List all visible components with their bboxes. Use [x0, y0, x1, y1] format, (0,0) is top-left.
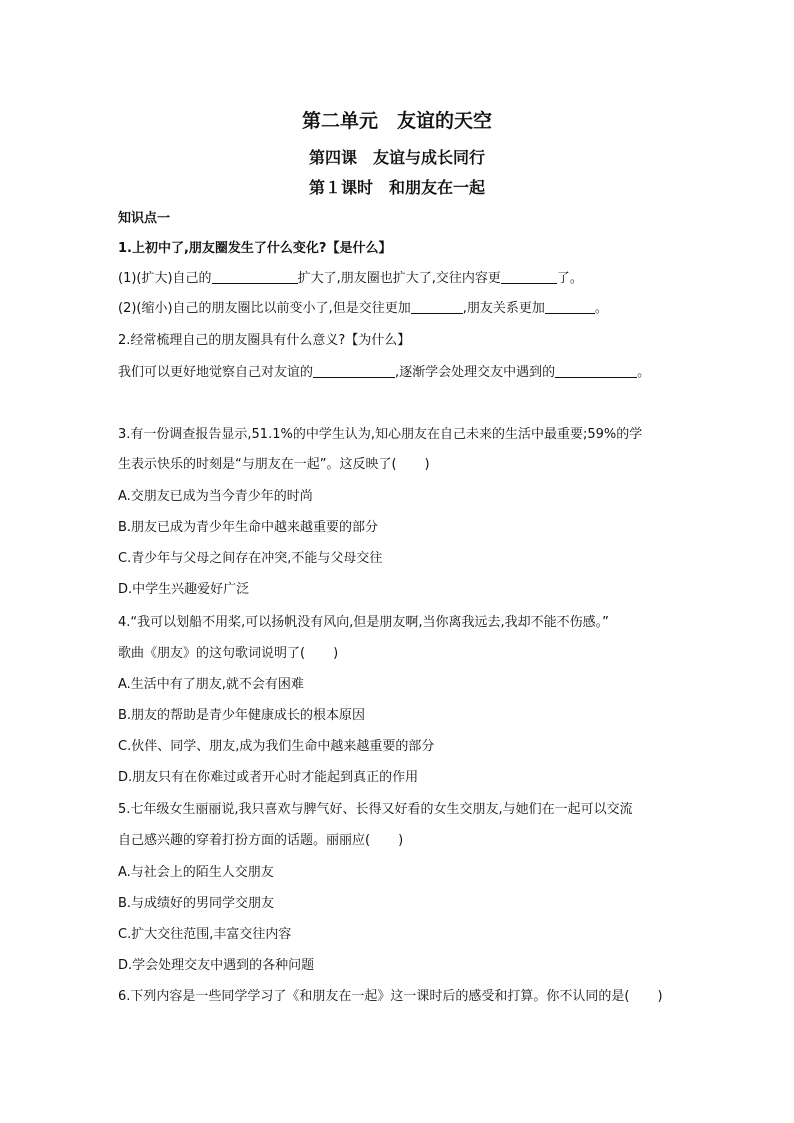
text-segment: (2)(缩小)自己的朋友圈比以前变小了,但是交往更加	[118, 301, 411, 316]
question-3-stem-line-2	[118, 456, 430, 474]
lesson-title: 第四课 友谊与成长同行	[308, 148, 485, 167]
knowledge-heading: 知识点一	[118, 211, 171, 226]
question-1-line-1	[118, 270, 583, 288]
question-4-option-a: A.生活中有了朋友,就不会有困难	[118, 677, 304, 692]
close-paren: )	[333, 646, 339, 661]
question-5-option-c: C.扩大交往范围,丰富交往内容	[118, 927, 292, 942]
question-5-stem-line-1: 5.七年级女生丽丽说,我只喜欢与脾气好、长得又好看的女生交朋友,与她们在一起可以交流	[118, 802, 633, 817]
text-segment: 生表示快乐的时刻是“与朋友在一起”。这反映了(	[118, 457, 397, 472]
text-segment: ,逐渐学会处理交友中遇到的	[395, 365, 556, 380]
fill-blank[interactable]	[313, 364, 395, 378]
question-4-option-c: C.伙伴、同学、朋友,成为我们生命中越来越重要的部分	[118, 739, 435, 754]
fill-blank[interactable]	[501, 270, 557, 284]
question-4-option-b: B.朋友的帮助是青少年健康成长的根本原因	[118, 708, 366, 723]
fill-blank[interactable]	[545, 300, 595, 314]
text-segment: 歌曲《朋友》的这句歌词说明了(	[118, 646, 306, 661]
text-segment: 了。	[556, 271, 583, 286]
question-5-option-a: A.与社会上的陌生人交朋友	[118, 865, 274, 880]
question-3-option-b: B.朋友已成为青少年生命中越来越重要的部分	[118, 520, 379, 535]
question-1-line-2	[118, 300, 608, 318]
fill-blank[interactable]	[411, 300, 463, 314]
text-segment: ,朋友关系更加	[462, 301, 545, 316]
question-3-option-a: A.交朋友已成为当今青少年的时尚	[118, 489, 313, 504]
question-4-option-d: D.朋友只有在你难过或者开心时才能起到真正的作用	[118, 770, 419, 785]
question-1-text: 1.上初中了,朋友圈发生了什么变化?【是什么】	[118, 241, 392, 256]
text-segment: 6.下列内容是一些同学学习了《和朋友在一起》这一课时后的感受和打算。你不认同的是(	[118, 989, 630, 1004]
close-paren: )	[424, 457, 430, 472]
question-4-stem-line-2	[118, 645, 338, 663]
fill-blank[interactable]	[212, 270, 298, 284]
text-segment: 我们可以更好地觉察自己对友谊的	[118, 365, 314, 380]
fill-blank[interactable]	[555, 364, 637, 378]
question-2-text: 2.经常梳理自己的朋友圈具有什么意义?【为什么】	[118, 333, 411, 348]
question-2-line-1	[118, 364, 650, 382]
question-4-stem-line-1: 4.“我可以划船不用桨,可以扬帆没有风向,但是朋友啊,当你离我远去,我却不能不伤感。”	[118, 615, 609, 630]
question-3-option-d: D.中学生兴趣爱好广泛	[118, 582, 250, 597]
question-3-stem-line-1: 3.有一份调查报告显示,51.1%的中学生认为,知心朋友在自己未来的生活中最重要;59%的学	[118, 427, 643, 442]
text-segment: 扩大了,朋友圈也扩大了,交往内容更	[297, 271, 501, 286]
unit-title: 第二单元 友谊的天空	[301, 110, 492, 132]
question-5-option-d: D.学会处理交友中遇到的各种问题	[118, 958, 315, 973]
text-segment: 。	[594, 301, 608, 316]
close-paren: )	[657, 989, 663, 1004]
text-segment: 自己感兴趣的穿着打扮方面的话题。丽丽应(	[118, 833, 371, 848]
close-paren: )	[398, 833, 404, 848]
question-6-stem-line-1	[118, 988, 663, 1006]
period-title: 第１课时 和朋友在一起	[308, 178, 485, 197]
question-5-stem-line-2	[118, 832, 403, 850]
question-3-option-c: C.青少年与父母之间存在冲突,不能与父母交往	[118, 551, 383, 566]
question-5-option-b: B.与成绩好的男同学交朋友	[118, 896, 275, 911]
text-segment: (1)(扩大)自己的	[118, 271, 212, 286]
text-segment: 。	[637, 365, 651, 380]
